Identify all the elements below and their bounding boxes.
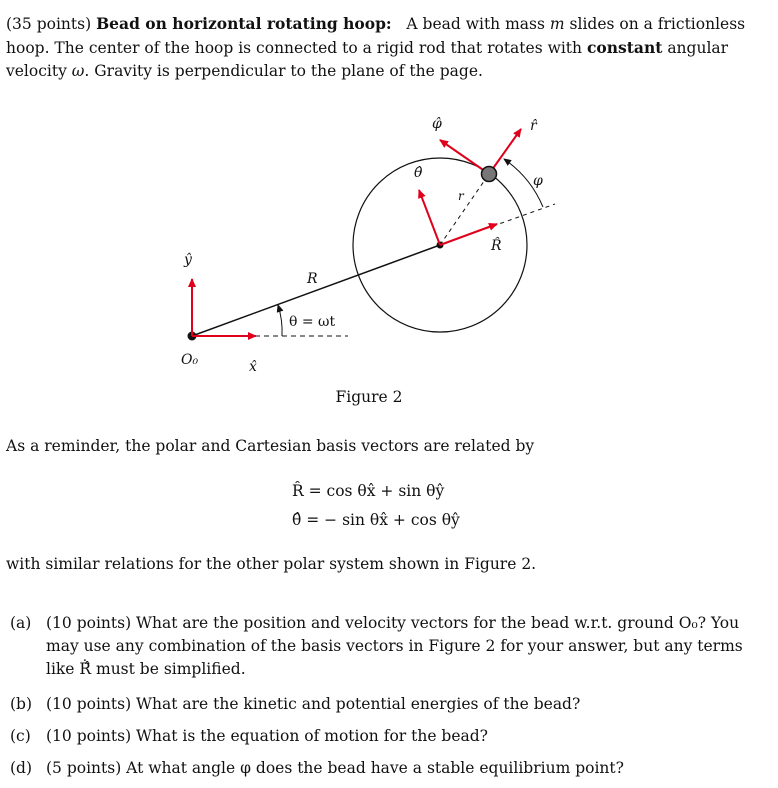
label-R: R: [307, 271, 318, 287]
part-c-text: (10 points) What is the equation of motion for the bead?: [46, 727, 488, 745]
question-part-b: [10, 693, 772, 716]
question-part-d: [10, 757, 772, 780]
part-a-text: (10 points) What are the position and velocity vectors for the bead w.r.t. ground O₀? You may use any combination of the basis vectors in Figure 2 for your answer, but any terms like Ṙ̂ must be simplified.: [46, 614, 743, 678]
label-theta-eq: θ = ωt: [289, 314, 336, 330]
bead: [482, 167, 497, 182]
after-equations-text: with similar relations for the other polar system shown in Figure 2.: [6, 555, 537, 573]
figure-2-diagram: [0, 95, 778, 385]
problem-text-4: . Gravity is perpendicular to the plane of the page.: [84, 62, 483, 80]
label-phi: φ: [533, 173, 543, 189]
problem-text-2: slides on a frictionless hoop. The center of the hoop is connected to a rigid rod that rotates with: [6, 15, 746, 57]
problem-statement: [6, 12, 770, 83]
label-r-hat: r̂: [530, 118, 537, 134]
part-b-text: (10 points) What are the kinetic and potential energies of the bead?: [46, 695, 581, 713]
r-hat-vector: [489, 129, 521, 174]
question-part-c: [10, 725, 772, 748]
label-R-hat: R̂: [491, 238, 502, 254]
label-O0: O₀: [181, 352, 199, 368]
theta-hat-vector: [419, 190, 440, 245]
problem-text-1: A bead with mass: [406, 15, 545, 33]
label-phi-hat: φ̂: [432, 116, 442, 132]
problem-bold-constant: constant: [586, 38, 663, 57]
label-x-hat: x̂: [249, 359, 257, 375]
theta-angle-arc: [278, 305, 282, 336]
part-a-label: (a): [10, 614, 32, 632]
equation-theta-hat: θ̂ = − sin θx̂ + cos θŷ: [292, 511, 460, 529]
part-c-label: (c): [10, 727, 31, 745]
R-hat-vector: [440, 224, 497, 245]
figure-caption: Figure 2: [335, 388, 403, 406]
problem-points: (35 points): [6, 15, 92, 33]
radius-dashed-line: [440, 174, 489, 245]
problem-text-3: angular velocity: [6, 39, 729, 80]
label-y-hat: ŷ: [184, 252, 192, 268]
part-d-text: (5 points) At what angle φ does the bead have a stable equilibrium point?: [46, 759, 624, 777]
label-r: r: [458, 189, 464, 203]
reminder-text: As a reminder, the polar and Cartesian basis vectors are related by: [6, 437, 535, 455]
label-theta-hat: θ̂: [414, 165, 423, 181]
part-d-label: (d): [10, 759, 33, 777]
equation-R-hat: R̂ = cos θx̂ + sin θŷ: [292, 482, 445, 500]
problem-title: Bead on horizontal rotating hoop:: [96, 14, 392, 33]
omega-symbol: ω: [71, 62, 85, 80]
question-part-a: [10, 612, 772, 678]
part-b-label: (b): [10, 695, 33, 713]
phi-hat-vector: [440, 140, 489, 174]
mass-symbol: m: [549, 15, 565, 33]
